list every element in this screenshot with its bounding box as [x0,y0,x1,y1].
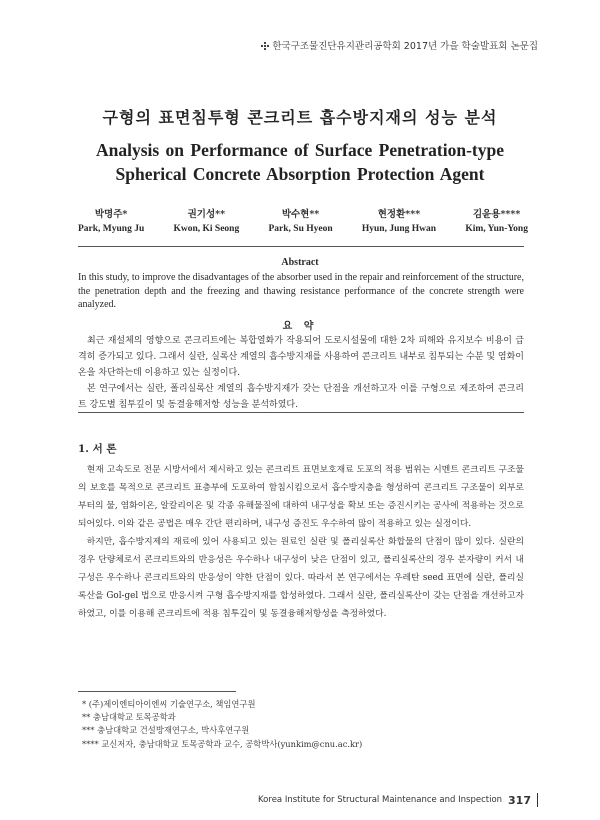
page-number: 317 [508,793,531,807]
page-number-bar [537,793,538,807]
author [362,207,436,237]
author [268,207,332,237]
footnote: **** 교신저자, 충남대학교 토목공학과 교수, 공학박사(yunkim@cnu.ac.kr) [82,738,363,749]
running-header [261,38,538,52]
title-english-line1: Analysis on Performance of Surface Penetration-type [95,140,505,160]
divider [78,412,524,413]
body-paragraph: 현재 고속도로 전문 시방서에서 제시하고 있는 콘크리트 표면보호재료 도포의 적용 범위는 시멘트 콘크리트 구조물의 보호를 목적으로 콘크리트 표층부에 도포하여 함침시킴으로서 흡수방지층을 형성하여 콘크리트 구조물이 외부로부터의 물, 염화이온, 알칼리이온 및 각종 유해물질에 대하여 내구성을 확보 또는 증진시키는 공사에 적용하는 것으로 되어있다. 이와 같은 공법은 매우 간단 편리하며, 내구성 증진도 우수하여 많이 적용하고 있는 실정이다. [78,465,524,529]
author-list [78,207,528,237]
author [465,207,528,237]
author-name-english: Kwon, Ki Seong [173,224,240,234]
summary-paragraph: 본 연구에서는 실란, 폴리실록산 계열의 흡수방지재가 갖는 단점을 개선하고자 이를 구형으로 제조하여 콘크리트 강도별 침투깊이 및 동결융해저항 성능을 분석하였다. [78,384,524,410]
diamond-dots-icon [261,42,269,50]
footer-institute: Korea Institute for Structural Maintenance and Inspection [258,795,503,805]
section-body [78,461,524,623]
author-name-korean: 현정환*** [377,209,421,220]
title-english-line2: Spherical Concrete Absorption Protection Agent [115,164,485,184]
footnotes [82,698,362,751]
author-name-english: Park, Myung Ju [78,224,145,234]
footnote: *** 충남대학교 건설방재연구소, 박사후연구원 [82,725,250,736]
footnote: ** 충남대학교 토목공학과 [82,712,176,723]
body-paragraph: 하지만, 흡수방지제의 재료에 있어 사용되고 있는 원료인 실란 및 폴리실록산 화합물의 단점이 많이 있다. 실란의 경우 단량체로서 콘크리트와의 반응성은 우수하나 내구성이 낮은 단점이 있고, 폴리실록산의 경우 분자량이 커서 내구성은 우수하나 콘크리트와의 반응성이 약한 단점이 있다. 따라서 본 연구에서는 우레탄 seed 표면에 실란, 폴리실록산을 Gol-gel 법으로 반응시켜 구형 흡수방지재를 합성하였다. 그래서 실란, 폴리실록산이 갖는 단점을 개선하고자 하였고, 이를 이용해 콘크리트에 적용 침투깊이 및 동결융해저항성을 측정하였다. [78,537,524,619]
author-name-korean: 박수현** [281,209,320,220]
summary-body [78,333,524,413]
footnote-divider [78,691,236,692]
divider [78,246,524,247]
summary-heading: 요 약 [282,321,318,332]
abstract-heading: Abstract [281,257,319,268]
author [174,207,240,237]
title-korean: 구형의 표면침투형 콘크리트 흡수방지재의 성능 분석 [102,108,498,127]
section-heading: 1. 서 론 [78,443,117,455]
abstract-text: In this study, to improve the disadvantages of the absorber used in the repair and reinforcement of the structure, the penetration depth and the freezing and thawing resistance performance of the concrete strength were analyzed. [78,272,524,311]
footnote: * (주)제이엔티아이엔씨 기술연구소, 책임연구원 [82,699,256,709]
author-name-english: Kim, Yun-Yong [465,224,528,234]
author-name-english: Park, Su Hyeon [268,224,333,234]
author-name-korean: 권기성** [187,209,226,220]
page-footer [258,793,538,807]
author-name-korean: 김윤용**** [472,209,521,220]
summary-paragraph: 최근 재설체의 영향으로 콘크리트에는 복합열화가 작용되어 도로시설물에 대한 2차 피해와 유지보수 비용이 급격히 증가되고 있다. 그래서 실란, 실록산 계열의 흡수방지재를 사용하여 콘크리트 내부로 침투되는 수분 및 염화이온을 차단하는데 이용하고 있는 실정이다. [78,336,524,378]
author-name-korean: 박명주* [94,209,128,220]
author-name-english: Hyun, Jung Hwan [361,224,437,234]
author [78,207,144,237]
running-header-text: 한국구조물진단유지관리공학회 2017년 가을 학술발표회 논문집 [272,41,538,52]
